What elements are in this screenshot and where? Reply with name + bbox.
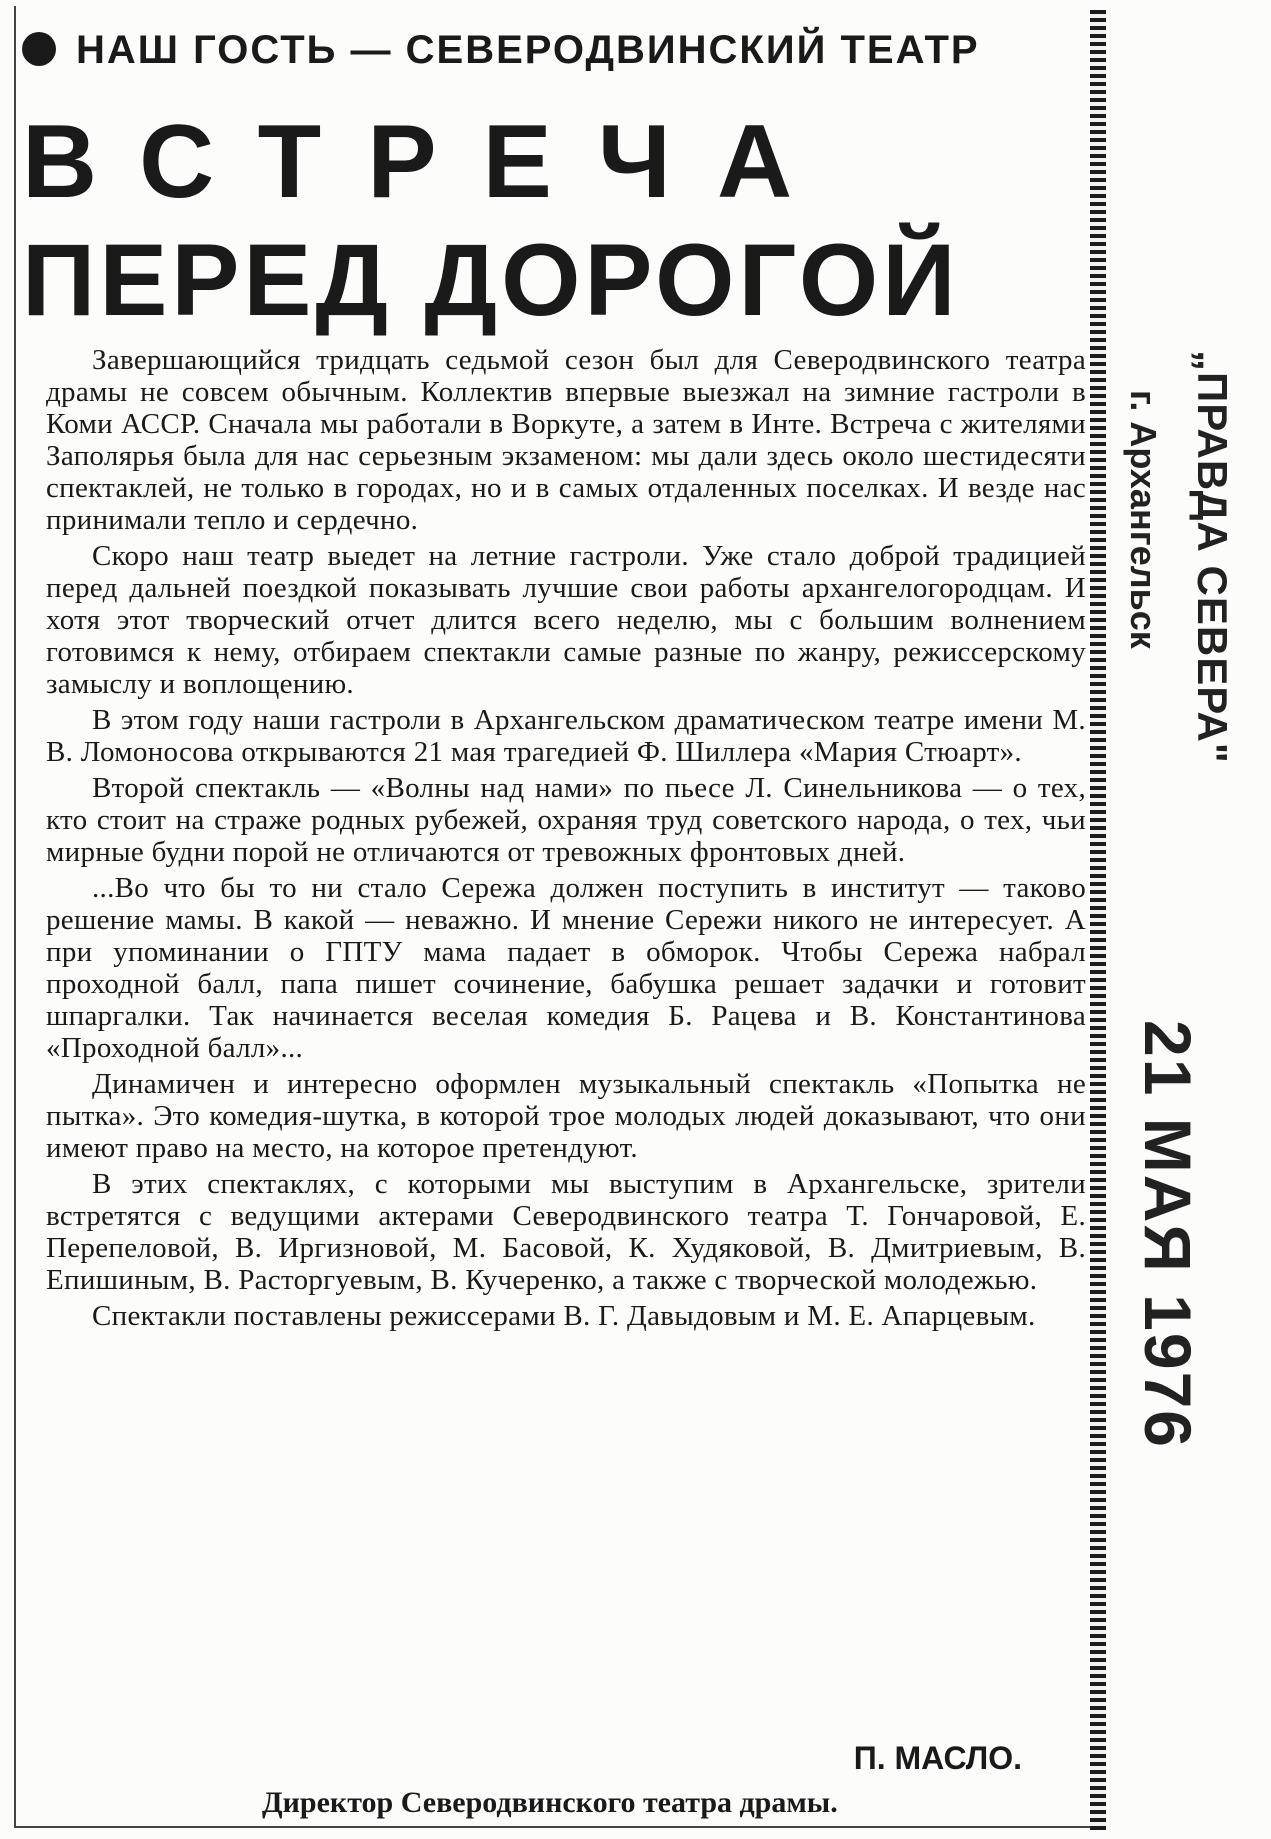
article-paragraph: ...Во что бы то ни стало Сережа должен поступить в институт — таково решение мамы. В какой — неважно. И мнение Сережи никого не интересует. А при упоминании о ГПТУ мама падает в обморок. Чтобы Сережа набрал проходной балл, папа пишет сочинение, бабушка решает задачки и готовит шпаргалки. Так начинается веселая комедия Б. Рацева и В. Константинова «Проходной балл»... [46, 872, 1086, 1064]
clipping-bottom-border [14, 1826, 1104, 1828]
article-paragraph: Динамичен и интересно оформлен музыкальный спектакль «Попытка не пытка». Это комедия-шутка, в которой трое молодых людей доказывают, что они имеют право на место, на которое претендуют. [46, 1068, 1086, 1164]
article-paragraph: Скоро наш театр выедет на летние гастроли. Уже стало доброй традицией перед дальней поездкой показывать лучшие свои работы архангелогородцам. И хотя этот творческий отчет длится всего неделю, мы с большим волнением готовимся к нему, отбираем спектакли самые разные по жанру, режиссерскому замыслу и воплощению. [46, 540, 1086, 700]
perforated-cut-edge [1090, 10, 1106, 1830]
kicker-text: НАШ ГОСТЬ — СЕВЕРОДВИНСКИЙ ТЕАТР [76, 28, 980, 72]
stamp-newspaper-name: „ПРАВДА СЕВЕРА" [1189, 350, 1236, 764]
bullet-dot-icon [22, 32, 56, 66]
clipping-left-border [14, 6, 16, 1828]
article-paragraph: Спектакли поставлены режиссерами В. Г. Давыдовым и М. Е. Апарцевым. [92, 1300, 1036, 1332]
author-title: Директор Северодвинского театра драмы. [262, 1786, 838, 1819]
stamp-city: г. Архангельск [1123, 390, 1164, 649]
article-paragraph: В этом году наши гастроли в Архангельском драматическом театре имени М. В. Ломоносова открываются 21 мая трагедией Ф. Шиллера «Мария Стюарт». [46, 704, 1086, 768]
article-clipping [22, 14, 1086, 1824]
article-paragraph: В этих спектаклях, с которыми мы выступим в Архангельске, зрители встретятся с ведущими актерами Северодвинского театра Т. Гончаровой, Е. Перепеловой, В. Иргизновой, М. Басовой, К. Худяковой, В. Дмитриевым, В. Епишиным, В. Расторгуевым, В. Кучеренко, а также с творческой молодежью. [46, 1168, 1086, 1296]
headline-line-2: ПЕРЕД ДОРОГОЙ [22, 223, 960, 337]
article-paragraph: Второй спектакль — «Волны над нами» по пьесе Л. Синельникова — о тех, кто стоит на страже родных рубежей, охраняя труд советского народа, о тех, чьи мирные будни порой не отличаются от тревожных фронтовых дней. [46, 772, 1086, 868]
headline-line-1: ВСТРЕЧА [22, 104, 839, 220]
section-kicker [22, 28, 1082, 73]
article-paragraph: Завершающийся тридцать седьмой сезон был для Северодвинского театра драмы не совсем обычным. Коллектив впервые выезжал на зимние гастроли в Коми АССР. Сначала мы работали в Воркуте, а затем в Инте. Встреча с жителями Заполярья была для нас серьезным экзаменом: мы дали здесь около шестидесяти спектаклей, не только в городах, но и в самых отдаленных поселках. И везде нас принимали тепло и сердечно. [46, 344, 1086, 536]
article-body [46, 344, 1086, 1336]
stamp-date: 21 МАЯ 1976 [1131, 1020, 1205, 1449]
author-signature: П. МАСЛО. [853, 1740, 1022, 1776]
